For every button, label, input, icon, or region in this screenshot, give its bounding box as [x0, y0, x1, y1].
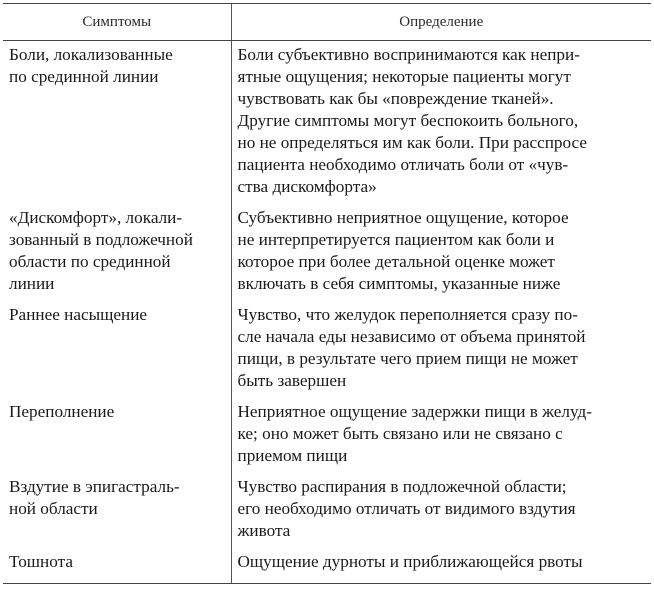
- symptom-cell: [3, 473, 231, 548]
- definition-text-line: живота: [237, 521, 291, 540]
- table-body: [3, 41, 651, 584]
- symptom-text-line: по срединной линии: [9, 67, 159, 86]
- symptom-text-line: области по срединной: [9, 252, 171, 271]
- definition-text-line: Чувство, что желудок переполняется сразу по-: [237, 305, 578, 324]
- symptom-cell: [3, 301, 231, 398]
- definition-text-line: Другие симптомы могут беспокоить больного,: [237, 111, 579, 130]
- definition-cell: [231, 204, 651, 301]
- definition-cell: [231, 398, 651, 473]
- symptom-cell: [3, 41, 231, 205]
- definition-text-line: его необходимо отличать от видимого вздутия: [237, 499, 576, 518]
- definition-text-line: ства дискомфорта»: [237, 177, 377, 196]
- definition-text-line: не интерпретируется пациентом как боли и: [237, 230, 555, 249]
- symptom-text-line: ной области: [9, 499, 98, 518]
- definition-text-line: сле начала еды независимо от объема принятой: [237, 327, 586, 346]
- symptom-text-line: Раннее насыщение: [9, 305, 148, 324]
- table-row: [3, 473, 651, 548]
- definition-text-line: ке; оно может быть связано или не связано с: [237, 424, 563, 443]
- symptom-text-line: «Дискомфорт», локали-: [9, 208, 183, 227]
- definition-cell: [231, 548, 651, 584]
- definition-cell: [231, 473, 651, 548]
- definition-text-line: Ощущение дурноты и приближающейся рвоты: [237, 552, 583, 571]
- definition-text-line: ятные ощущения; некоторые пациенты могут: [237, 67, 571, 86]
- symptoms-table: [3, 3, 651, 584]
- column-header-symptoms: Симптомы: [3, 4, 231, 41]
- symptom-text-line: Боли, локализованные: [9, 45, 173, 64]
- symptom-cell: [3, 204, 231, 301]
- symptom-text-line: Переполнение: [9, 402, 115, 421]
- definition-text-line: Неприятное ощущение задержки пищи в желуд-: [237, 402, 592, 421]
- table-row: [3, 548, 651, 584]
- table-row: [3, 41, 651, 205]
- table-row: [3, 204, 651, 301]
- definition-text-line: но не определяться им как боли. При расспросе: [237, 133, 588, 152]
- symptom-text-line: линии: [9, 274, 55, 293]
- definition-text-line: пищи, в результате чего прием пищи не может: [237, 349, 578, 368]
- page: [0, 3, 654, 596]
- symptom-cell: [3, 548, 231, 584]
- symptom-text-line: Тошнота: [9, 552, 73, 571]
- symptom-text-line: зованный в подложечной: [9, 230, 193, 249]
- definition-text-line: пациента необходимо отличать боли от «чув-: [237, 155, 569, 174]
- table-row: [3, 398, 651, 473]
- table-row: [3, 301, 651, 398]
- definition-text-line: быть завершен: [237, 371, 347, 390]
- header-row: [3, 4, 651, 41]
- definition-text-line: Чувство распирания в подложечной области;: [237, 477, 567, 496]
- definition-cell: [231, 301, 651, 398]
- symptom-cell: [3, 398, 231, 473]
- table-header: [3, 4, 651, 41]
- definition-cell: [231, 41, 651, 205]
- column-header-definition: Определение: [231, 4, 651, 41]
- definition-text-line: приемом пищи: [237, 446, 348, 465]
- symptom-text-line: Вздутие в эпигастраль-: [9, 477, 180, 496]
- definition-text-line: Субъективно неприятное ощущение, которое: [237, 208, 569, 227]
- definition-text-line: включать в себя симптомы, указанные ниже: [237, 274, 561, 293]
- definition-text-line: Боли субъективно воспринимаются как непри-: [237, 45, 580, 64]
- definition-text-line: чувствовать как бы «повреждение тканей».: [237, 89, 554, 108]
- definition-text-line: которое при более детальной оценке может: [237, 252, 555, 271]
